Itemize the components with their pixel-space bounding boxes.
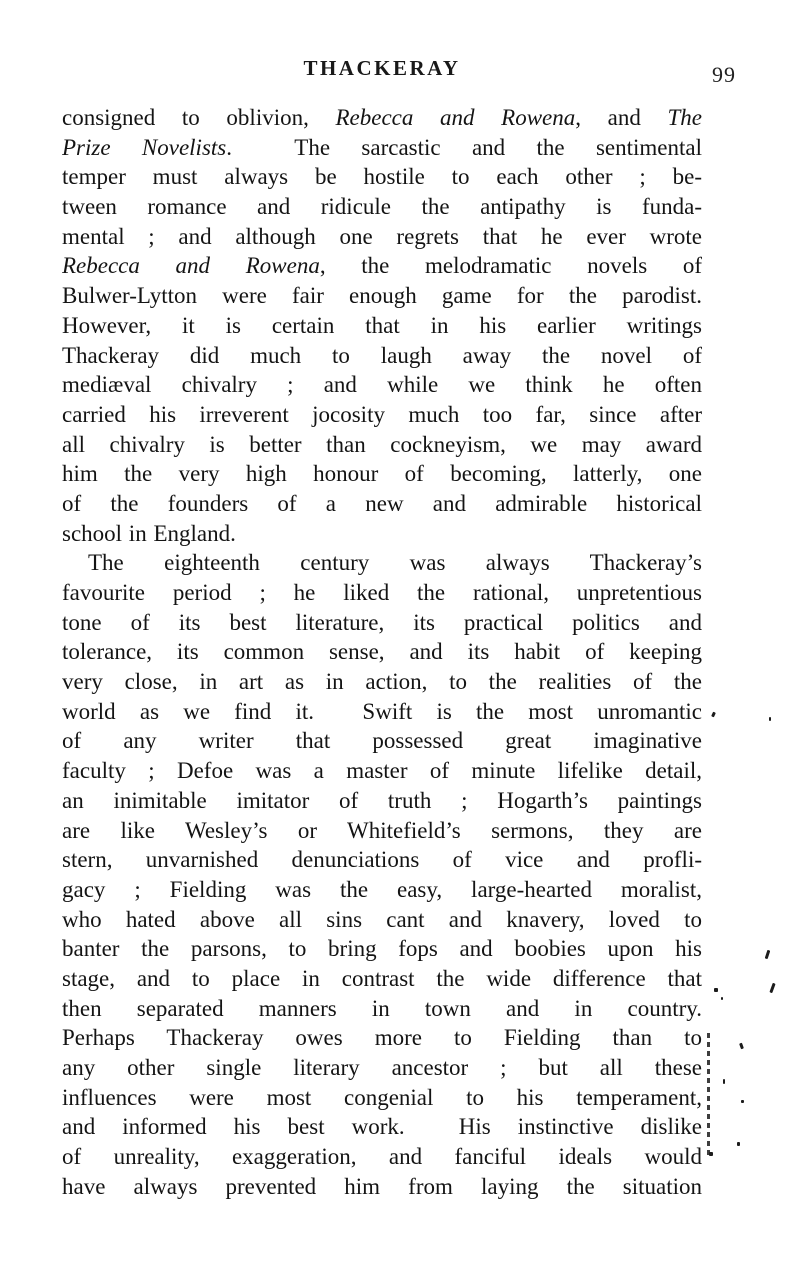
text-line: then separated manners in town and in country.	[62, 995, 702, 1021]
ink-speck	[709, 1152, 713, 1156]
text-line: faculty ; Defoe was a master of minute lifelike detail,	[62, 758, 702, 784]
ink-speck	[769, 717, 771, 721]
text-line: influences were most congenial to his temperament,	[62, 1084, 702, 1110]
text-line: carried his irreverent jocosity much too far, since after	[62, 401, 702, 427]
ink-speck	[714, 988, 718, 992]
text-line: tolerance, its common sense, and its habit of keeping	[62, 639, 702, 665]
text-line: Rebecca and Rowena, the melodramatic novels of	[62, 253, 702, 279]
ink-speck	[741, 1100, 744, 1103]
text-line: have always prevented him from laying the situation	[62, 1173, 702, 1199]
text-line: of the founders of a new and admirable historical	[62, 490, 702, 516]
text-line: favourite period ; he liked the rational, unpretentious	[62, 580, 702, 605]
ink-speck	[721, 997, 723, 1000]
text-line: of unreality, exaggeration, and fanciful ideals would	[62, 1144, 702, 1170]
italic-text: Rebecca and Rowena	[62, 253, 320, 279]
text-line: school in England.	[62, 520, 236, 546]
italic-text: The	[667, 105, 702, 130]
text-line: stage, and to place in contrast the wide difference that	[62, 965, 702, 991]
italic-text: Rebecca and Rowena	[335, 105, 576, 130]
text-line: any other single literary ancestor ; but all these	[62, 1055, 702, 1080]
ink-speck	[737, 1142, 740, 1146]
text-line: Bulwer-Lytton were fair enough game for the parodist.	[62, 283, 702, 309]
text-line: tween romance and ridicule the antipathy is funda-	[62, 194, 702, 220]
text-line: and informed his best work. His instinctive dislike	[62, 1114, 702, 1140]
text-line: him the very high honour of becoming, latterly, one	[62, 461, 702, 487]
ink-speck	[739, 1043, 744, 1050]
text-line: are like Wesley’s or Whitefield’s sermons, they are	[62, 817, 702, 843]
running-header	[62, 56, 736, 87]
ink-speck	[765, 950, 771, 959]
text-line: all chivalry is better than cockneyism, we may award	[62, 431, 702, 457]
text-line: of any writer that possessed great imaginative	[62, 728, 702, 754]
text-line: very close, in art as in action, to the realities of the	[62, 669, 702, 695]
text-line: stern, unvarnished denunciations of vice and profli-	[62, 847, 702, 873]
text-line: an inimitable imitator of truth ; Hogarth’s paintings	[62, 787, 702, 813]
page-title: THACKERAY	[303, 56, 461, 80]
text-line: tone of its best literature, its practical politics and	[62, 609, 702, 635]
text-line: banter the parsons, to bring fops and boobies upon his	[62, 936, 702, 962]
text-line: Perhaps Thackeray owes more to Fielding than to	[62, 1025, 702, 1051]
ink-speck	[723, 1079, 725, 1084]
page-body	[62, 103, 702, 1201]
text-line: Prize Novelists. The sarcastic and the sentimental	[62, 134, 702, 160]
ink-speck	[769, 983, 775, 993]
text-line: Thackeray did much to laugh away the novel of	[62, 342, 702, 368]
text-line: world as we find it. Swift is the most unromantic	[62, 698, 702, 724]
text-line: However, it is certain that in his earlier writings	[62, 312, 702, 338]
text-line: The eighteenth century was always Thackeray’s	[88, 550, 702, 576]
text-line: who hated above all sins cant and knavery, loved to	[62, 906, 702, 932]
ink-streak	[707, 1033, 710, 1158]
text-line: temper must always be hostile to each other ; be-	[62, 164, 702, 190]
text-line: mental ; and although one regrets that he ever wrote	[62, 223, 702, 249]
text-line: gacy ; Fielding was the easy, large-hearted moralist,	[62, 876, 702, 902]
italic-text: Prize Novelists	[62, 134, 227, 160]
ink-speck	[711, 712, 716, 718]
text-line: consigned to oblivion, Rebecca and Rowena, and The	[62, 105, 702, 130]
page-number: 99	[712, 62, 736, 87]
text-line: mediæval chivalry ; and while we think he often	[62, 372, 702, 398]
